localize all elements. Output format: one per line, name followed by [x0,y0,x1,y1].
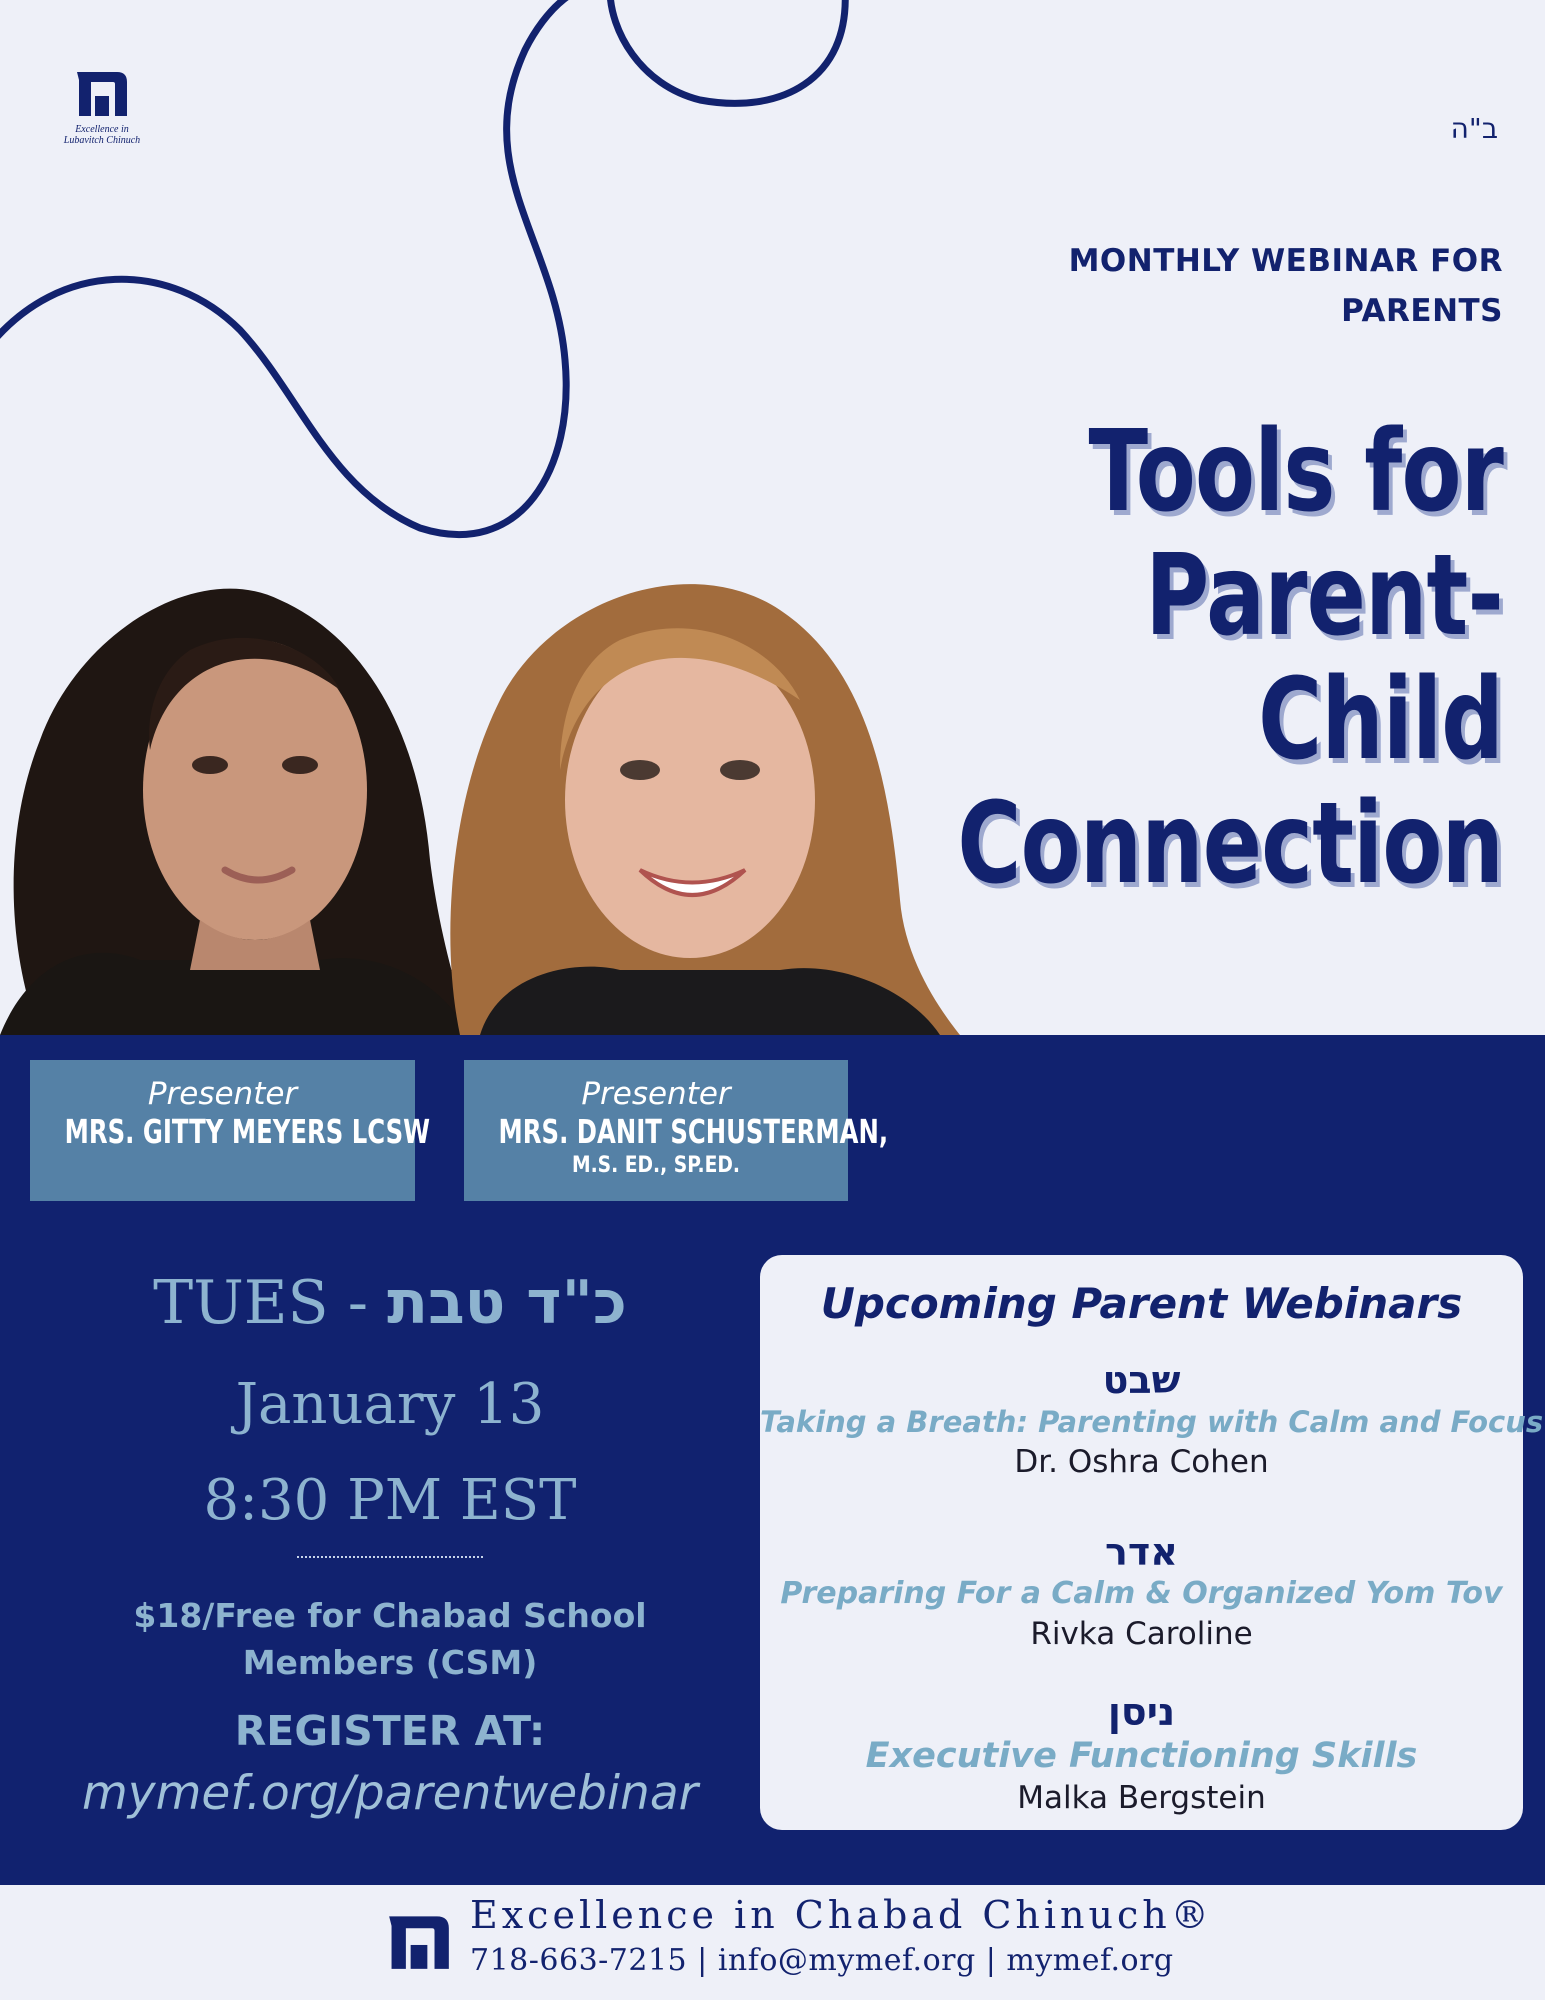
event-time: 8:30 PM EST [203,1468,577,1533]
chinuch-logo-icon [71,62,133,120]
upcoming-month: אדר [1105,1530,1178,1574]
footer [0,1885,1545,2000]
title-line-4: Connection [957,779,1503,909]
register-link[interactable]: mymef.org/parentwebinar [82,1766,698,1821]
presenter-photo-1 [0,540,470,1035]
upcoming-topic: Executive Functioning Skills [865,1736,1418,1776]
register-label: REGISTER AT: [234,1707,546,1755]
presenter-credentials: M.S. ED., SP.ED. [571,1153,741,1178]
upcoming-item [760,1358,1544,1482]
presenter-name: MRS. GITTY MEYERS LCSW [64,1112,431,1151]
presenter-role: Presenter [581,1076,731,1112]
price-line-1: $18/Free for Chabad School [133,1596,647,1635]
event-hebrew-date: כ"ד טבת [387,1268,627,1338]
title-line-1: Tools for [1088,407,1503,537]
title-line-2: Parent- [1145,531,1503,661]
presenter-role: Presenter [147,1076,298,1112]
page-title [957,407,1503,909]
footer-contact: 718-663-7215 | info@mymef.org | mymef.org [470,1943,1174,1978]
bh-mark: ב"ה [1450,112,1498,145]
upcoming-month: ניסן [1107,1690,1176,1734]
upcoming-month: שבט [1102,1358,1181,1402]
presenter-card-1 [30,1060,431,1201]
event-price [40,1592,740,1686]
upcoming-speaker: Rivka Caroline [1030,1616,1253,1652]
upcoming-speaker: Dr. Oshra Cohen [1014,1444,1269,1480]
title-line-3: Child [1258,655,1503,785]
event-weekday: TUES - [153,1268,388,1338]
presenter-card-2 [464,1060,889,1201]
chinuch-logo-icon [382,1903,456,1975]
brand-logo [62,62,142,146]
webinar-kicker [943,236,1503,336]
divider [297,1556,483,1558]
event-day [40,1268,740,1338]
kicker-line-2: PARENTS [1341,293,1503,329]
upcoming-topic: Preparing For a Calm & Organized Yom Tov [780,1576,1503,1611]
logo-caption: Excellence in Lubavitch Chinuch [63,124,141,146]
price-line-2: Members (CSM) [242,1643,538,1682]
presenter-name: MRS. DANIT SCHUSTERMAN, [498,1112,889,1151]
presenter-photo-2 [440,540,960,1035]
upcoming-speaker: Malka Bergstein [1017,1780,1266,1816]
upcoming-webinars-card [760,1255,1544,1830]
upcoming-heading: Upcoming Parent Webinars [820,1279,1463,1328]
event-date: January 13 [235,1372,545,1437]
upcoming-item [760,1690,1523,1818]
kicker-line-1: MONTHLY WEBINAR FOR [1068,243,1503,279]
upcoming-topic: Taking a Breath: Parenting with Calm and Focus [760,1405,1544,1439]
upcoming-item [760,1530,1523,1654]
footer-org-name: Excellence in Chabad Chinuch® [470,1893,1213,1937]
